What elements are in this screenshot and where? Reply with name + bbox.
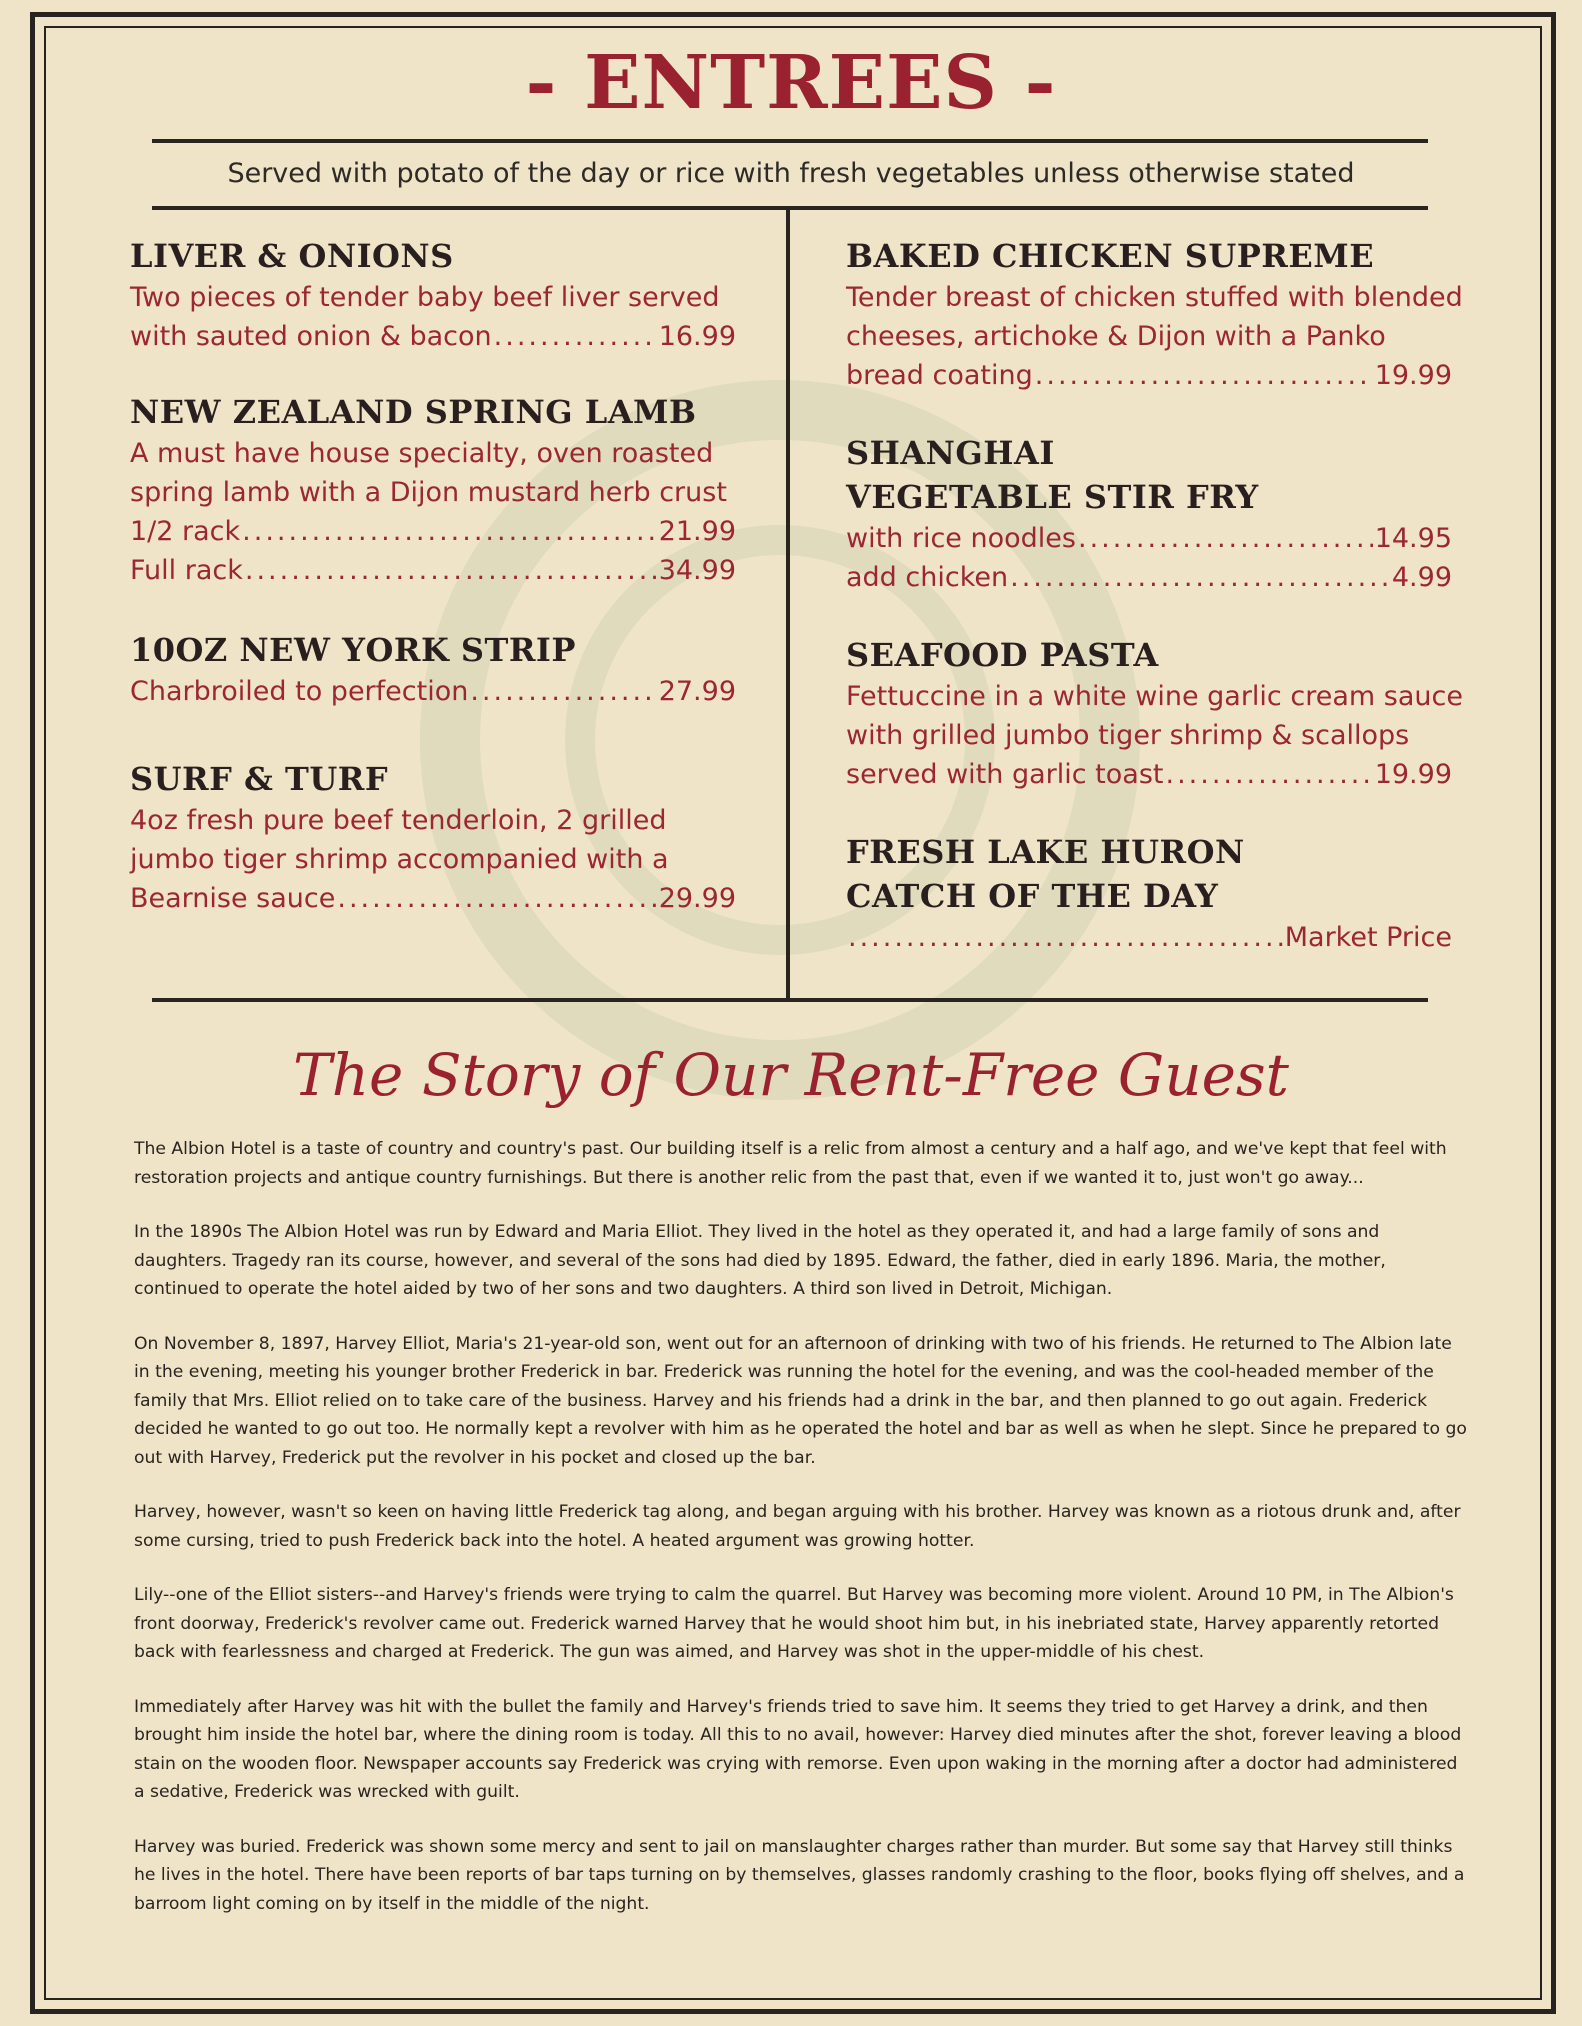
menu-item-surf-turf xyxy=(130,757,736,918)
dot-leader xyxy=(1010,558,1390,597)
price: 21.99 xyxy=(658,516,736,547)
price: 19.99 xyxy=(1374,759,1452,790)
story-body xyxy=(134,1135,1472,1944)
menu-item-description: 4oz fresh pure beef tenderloin, 2 grilled xyxy=(130,805,667,836)
menu-item-name: SEAFOOD PASTA xyxy=(846,636,1159,674)
menu-item-fresh-lake-huron-catch-of-the-day xyxy=(846,830,1452,957)
price-label: Full rack xyxy=(130,555,243,586)
price-label: Bearnise sauce xyxy=(130,883,336,914)
subtitle-rule xyxy=(152,206,1428,210)
menu-item-price-line xyxy=(130,551,736,590)
price: 4.99 xyxy=(1391,562,1452,593)
price-label: bread coating xyxy=(846,360,1033,391)
menu-item-name: LIVER & ONIONS xyxy=(130,237,454,275)
menu-item-baked-chicken-supreme xyxy=(846,234,1463,395)
menu-item-name: FRESH LAKE HURON CATCH OF THE DAY xyxy=(846,833,1245,915)
menu-item-10oz-new-york-strip xyxy=(130,628,736,711)
menu-item-name: SURF & TURF xyxy=(130,760,389,798)
column-divider xyxy=(786,210,790,1000)
menu-item-price-line xyxy=(846,356,1452,395)
dot-leader xyxy=(470,672,656,711)
menu-item-name: 10OZ NEW YORK STRIP xyxy=(130,631,576,669)
dot-leader xyxy=(1165,755,1372,794)
menu-item-description: Fettuccine in a white wine garlic cream sauce xyxy=(846,681,1463,712)
menu-item-name: NEW ZEALAND SPRING LAMB xyxy=(130,393,697,431)
story-paragraph: Immediately after Harvey was hit with the bullet the family and Harvey's friends tried to save him. It seems they tried to get Harvey a drink, and then brought him inside the hotel bar, where the dining room is today. All this to no avail, however: Harvey died minutes after the shot, forever leaving a blood stain on the wooden floor. Newspaper accounts say Frederick was crying with remorse. Even upon waking in the morning after a doctor had administered a sedative, Frederick was wrecked with guilt. xyxy=(134,1696,1462,1802)
left-menu-column xyxy=(130,234,736,918)
title-rule xyxy=(152,139,1428,143)
menu-item-description: A must have house specialty, oven roasted xyxy=(130,438,714,469)
menu-item-description: Tender breast of chicken stuffed with blended xyxy=(846,282,1463,313)
price-label: with rice noodles xyxy=(846,523,1076,554)
menu-item-seafood-pasta xyxy=(846,633,1463,794)
menu-item-name: BAKED CHICKEN SUPREME xyxy=(846,237,1375,275)
story-paragraph: The Albion Hotel is a taste of country and country's past. Our building itself is a relic from almost a century and a half ago, and we've kept that feel with restoration projects and antique country furnishings. But there is another relic from the past that, even if we wanted it to, just won't go away... xyxy=(134,1139,1447,1188)
menu-item-price-line xyxy=(130,512,736,551)
menu-item-description: Two pieces of tender baby beef liver served xyxy=(130,282,720,313)
story-paragraph: In the 1890s The Albion Hotel was run by Edward and Maria Elliot. They lived in the hotel as they operated it, and had a large family of sons and daughters. Tragedy ran its course, however, and several of the sons had died by 1895. Edward, the father, died in early 1896. Maria, the mother, continued to operate the hotel aided by two of her sons and two daughters. A third son lived in Detroit, Michigan. xyxy=(134,1222,1386,1299)
menu-item-price-line xyxy=(130,879,736,918)
dot-leader xyxy=(1035,356,1373,395)
page-title: - ENTREES - xyxy=(525,40,1057,126)
menu-item-price-line xyxy=(846,558,1452,597)
dot-leader xyxy=(245,551,657,590)
dot-leader xyxy=(1078,519,1373,558)
price: 27.99 xyxy=(658,676,736,707)
menu-item-description: jumbo tiger shrimp accompanied with a xyxy=(130,844,669,875)
menu-item-description: spring lamb with a Dijon mustard herb crust xyxy=(130,477,727,508)
menu-item-new-zealand-spring-lamb xyxy=(130,390,736,590)
dot-leader xyxy=(242,512,657,551)
price: 16.99 xyxy=(658,321,736,352)
price-label: Charbroiled to perfection xyxy=(130,676,469,707)
story-paragraph: Lily--one of the Elliot sisters--and Harvey's friends were trying to calm the quarrel. But Harvey was becoming more violent. Around 10 PM, in The Albion's front doorway, Frederick's revolver came out. Frederick warned Harvey that he would shoot him but, in his inebriated state, Harvey apparently retorted back with fearlessness and charged at Frederick. The gun was aimed, and Harvey was shot in the upper-middle of his chest. xyxy=(134,1585,1454,1662)
price: 29.99 xyxy=(658,883,736,914)
menu-item-description: cheeses, artichoke & Dijon with a Panko xyxy=(846,321,1386,352)
story-paragraph: On November 8, 1897, Harvey Elliot, Maria's 21-year-old son, went out for an afternoon of drinking with two of his friends. He returned to The Albion late in the evening, meeting his younger brother Frederick in bar. Frederick was running the hotel for the evening, and was the cool-headed member of the family that Mrs. Elliot relied on to take care of the business. Harvey and his friends had a drink in the bar, and then planned to go out again. Frederick decided he wanted to go out too. He normally kept a revolver with him as he operated the hotel and bar as well as when he slept. Since he prepared to go out with Harvey, Frederick put the revolver in his pocket and closed up the bar. xyxy=(134,1333,1467,1468)
price: 19.99 xyxy=(1374,360,1452,391)
price: Market Price xyxy=(1284,922,1452,953)
subtitle: Served with potato of the day or rice with fresh vegetables unless otherwise stated xyxy=(227,158,1355,189)
menu-item-price-line xyxy=(130,317,736,356)
menu-item-shanghai-vegetable-stir-fry xyxy=(846,431,1452,597)
story-paragraph: Harvey was buried. Frederick was shown some mercy and sent to jail on manslaughter charges rather than murder. But some say that Harvey still thinks he lives in the hotel. There have been reports of bar taps turning on by themselves, glasses randomly crashing to the floor, books flying off shelves, and a barroom light coming on by itself in the middle of the night. xyxy=(134,1836,1465,1914)
menu-item-price-line xyxy=(130,672,736,711)
price: 34.99 xyxy=(658,555,736,586)
menu-item-price-line xyxy=(846,519,1452,558)
menu-item-price-line xyxy=(846,918,1452,957)
price-label: with sauted onion & bacon xyxy=(130,321,492,352)
story-title: The Story of Our Rent-Free Guest xyxy=(293,1041,1289,1109)
dot-leader xyxy=(494,317,657,356)
story-paragraph: Harvey, however, wasn't so keen on having little Frederick tag along, and began arguing with his brother. Harvey was known as a riotous drunk and, after some cursing, tried to push Frederick back into the hotel. A heated argument was growing hotter. xyxy=(134,1502,1461,1551)
dot-leader xyxy=(337,879,656,918)
price-label: add chicken xyxy=(846,562,1009,593)
menu-item-description: with grilled jumbo tiger shrimp & scallops xyxy=(846,720,1410,751)
price-label: served with garlic toast xyxy=(846,759,1164,790)
menu-item-price-line xyxy=(846,755,1452,794)
section-rule xyxy=(152,998,1428,1002)
right-menu-column xyxy=(846,234,1463,957)
price: 14.95 xyxy=(1374,523,1452,554)
menu-item-name: SHANGHAI VEGETABLE STIR FRY xyxy=(846,434,1259,516)
price-label: 1/2 rack xyxy=(130,516,241,547)
menu-item-liver-onions xyxy=(130,234,736,356)
dot-leader xyxy=(848,918,1283,957)
